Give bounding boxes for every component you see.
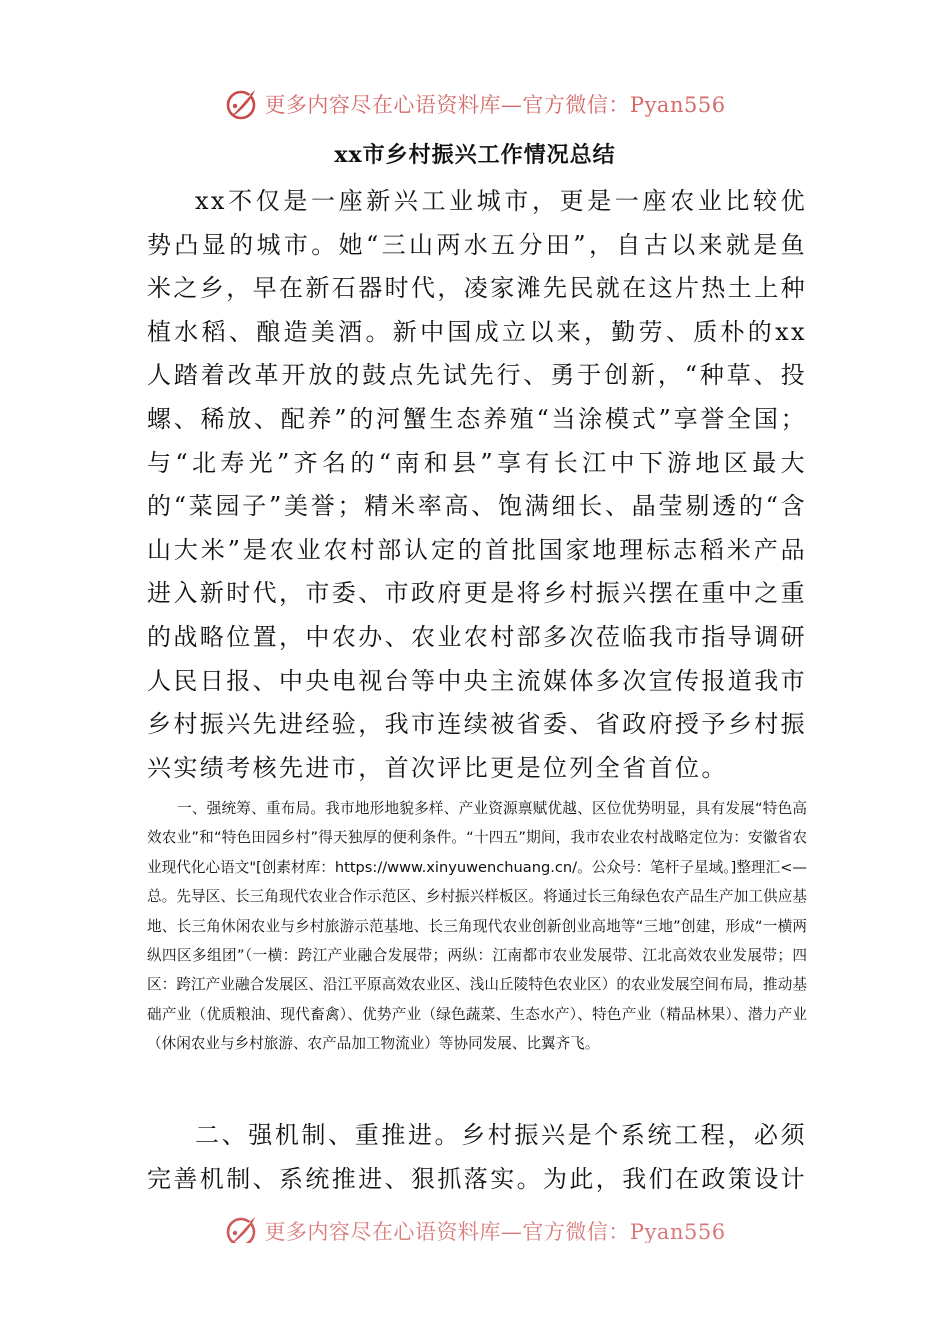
document-title: xx市乡村振兴工作情况总结 xyxy=(334,142,616,168)
paragraph-section-2: 二、强机制、重推进。乡村振兴是个系统工程，必须完善机制、系统推进、狠抓落实。为此，我们在政策设计 xyxy=(147,1121,807,1193)
footer-watermark-banner xyxy=(224,1213,725,1243)
paragraph-section-1: 一、强统筹、重布局。我市地形地貌多样、产业资源禀赋优越、区位优势明显，具有发展“特色高效农业”和“特色田园乡村”得天独厚的便利条件。“十四五”期间，我市农业农村战略定位为：安徽省农业现代化心语文"[创素材库：https://www.xinyuwenchuang.cn/。公众号：笔杆子星域。]整理汇<—总。先导区、长三角现代农业合作示范区、乡村振兴样板区。将通过长三角绿色农产品生产加工供应基地、长三角休闲农业与乡村旅游示范基地、长三角现代农业创新创业高地等“三地”创建，形成“一横两纵四区多组团”（一横：跨江产业融合发展带；两纵：江南都市农业发展带、江北高效农业发展带；四区：跨江产业融合发展区、沿江平原高效农业区、浅山丘陵特色农业区）的农业发展空间布局，推动基础产业（优质粮油、现代畜禽）、优势产业（绿色蔬菜、生态水产）、特色产业（精品林果）、潜力产业（休闲农业与乡村旅游、农产品加工物流业）等协同发展、比翼齐飞。 xyxy=(147,800,807,1053)
header-banner-text: 更多内容尽在心语资料库—官方微信：Pyan556 xyxy=(264,93,726,117)
header-banner xyxy=(0,82,950,126)
footer-banner-text: 更多内容尽在心语资料库—官方微信：Pyan556 xyxy=(264,1220,726,1243)
footer-feather-pen-logo-icon xyxy=(224,1213,260,1243)
footer-banner xyxy=(0,1203,950,1243)
watermark-banner xyxy=(224,86,725,122)
paragraph-intro: xx不仅是一座新兴工业城市，更是一座农业比较优势凸显的城市。她“三山两水五分田”，自古以来就是鱼米之乡，早在新石器时代，凌家滩先民就在这片热土上种植水稻、酿造美酒。新中国成立以来，勤劳、质朴的xx人踏着改革开放的鼓点先试先行、勇于创新，“种草、投螺、稀放、配养”的河蟹生态养殖“当涂模式”享誉全国；与“北寿光”齐名的“南和县”享有长江中下游地区最大的“菜园子”美誉；精米率高、饱满细长、晶莹剔透的“含山大米”是农业农村部认定的首批国家地理标志稻米产品进入新时代，市委、市政府更是将乡村振兴摆在重中之重的战略位置，中农办、农业农村部多次莅临我市指导调研人民日报、中央电视台等中央主流媒体多次宣传报道我市乡村振兴先进经验，我市连续被省委、省政府授予乡村振兴实绩考核先进市，首次评比更是位列全省首位。 xyxy=(147,187,807,782)
feather-pen-logo-icon xyxy=(224,86,260,122)
